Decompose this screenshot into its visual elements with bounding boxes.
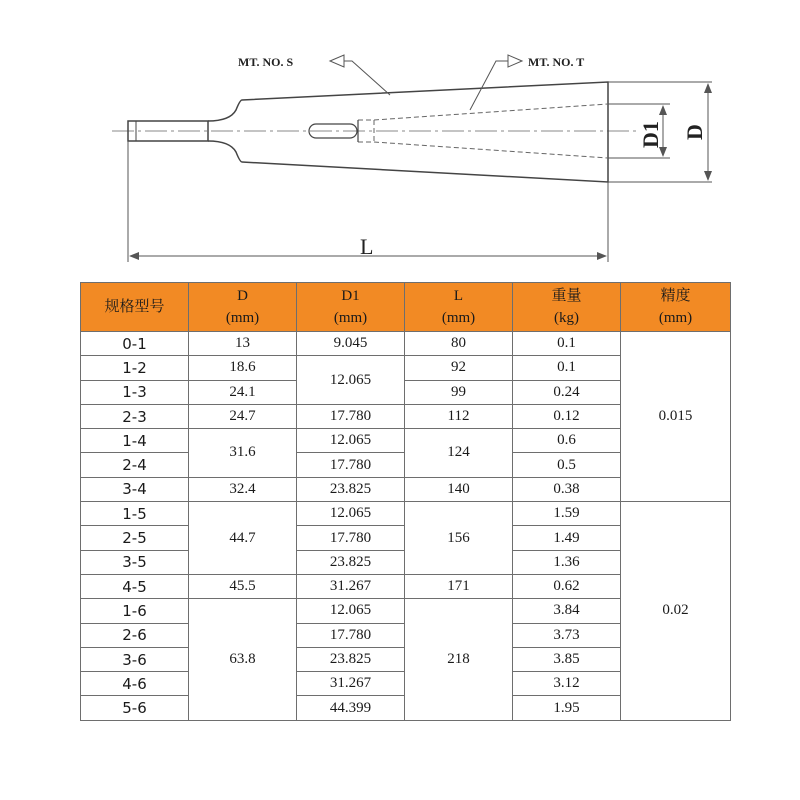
d-cell: 32.4 (189, 477, 297, 501)
weight-cell: 0.24 (513, 380, 621, 404)
model-cell: 5-6 (81, 696, 189, 720)
weight-cell: 1.49 (513, 526, 621, 550)
weight-cell: 1.36 (513, 550, 621, 574)
leader-s (330, 61, 390, 95)
l-cell: 156 (405, 502, 513, 575)
model-cell: 2-4 (81, 453, 189, 477)
d-cell: 18.6 (189, 356, 297, 380)
spec-table (80, 282, 731, 721)
model-cell: 0-1 (81, 332, 189, 356)
flag-s-icon (330, 55, 344, 67)
l-cell: 80 (405, 332, 513, 356)
table-row (81, 332, 731, 356)
model-cell: 1-5 (81, 502, 189, 526)
d1-cell: 12.065 (297, 599, 405, 623)
d1-cell: 31.267 (297, 672, 405, 696)
precision-cell: 0.02 (621, 502, 731, 721)
d1-cell: 23.825 (297, 477, 405, 501)
model-cell: 3-5 (81, 550, 189, 574)
d1-cell: 44.399 (297, 696, 405, 720)
d-cell: 31.6 (189, 429, 297, 478)
table-row (81, 502, 731, 526)
d-cell: 63.8 (189, 599, 297, 720)
d-cell: 24.1 (189, 380, 297, 404)
d-cell: 13 (189, 332, 297, 356)
label-mt-no-s: MT. NO. S (238, 55, 294, 69)
header-precision: 精度 (mm) (621, 283, 731, 332)
l-cell: 92 (405, 356, 513, 380)
taper-sleeve-drawing (0, 0, 800, 280)
weight-cell: 3.12 (513, 672, 621, 696)
header-weight: 重量 (kg) (513, 283, 621, 332)
model-cell: 3-4 (81, 477, 189, 501)
l-label: L (360, 234, 374, 259)
header-d: D (mm) (189, 283, 297, 332)
d1-cell: 17.780 (297, 526, 405, 550)
d1-cell: 23.825 (297, 550, 405, 574)
model-cell: 2-6 (81, 623, 189, 647)
weight-cell: 0.62 (513, 574, 621, 598)
flag-t-icon (508, 55, 522, 67)
model-cell: 1-4 (81, 429, 189, 453)
weight-cell: 3.84 (513, 599, 621, 623)
body-outline (208, 82, 608, 182)
d1-cell: 23.825 (297, 647, 405, 671)
model-cell: 4-5 (81, 574, 189, 598)
model-cell: 1-6 (81, 599, 189, 623)
weight-cell: 0.38 (513, 477, 621, 501)
model-cell: 2-5 (81, 526, 189, 550)
d-cell: 45.5 (189, 574, 297, 598)
model-cell: 1-3 (81, 380, 189, 404)
d1-cell: 17.780 (297, 453, 405, 477)
weight-cell: 0.6 (513, 429, 621, 453)
d1-cell: 12.065 (297, 356, 405, 405)
l-cell: 124 (405, 429, 513, 478)
d-cell: 44.7 (189, 502, 297, 575)
l-cell: 140 (405, 477, 513, 501)
label-mt-no-t: MT. NO. T (528, 55, 585, 69)
weight-cell: 1.95 (513, 696, 621, 720)
d1-cell: 12.065 (297, 429, 405, 453)
model-cell: 1-2 (81, 356, 189, 380)
header-l: L (mm) (405, 283, 513, 332)
d1-cell: 31.267 (297, 574, 405, 598)
leader-t (470, 61, 522, 110)
model-cell: 2-3 (81, 404, 189, 428)
weight-cell: 0.1 (513, 332, 621, 356)
weight-cell: 0.12 (513, 404, 621, 428)
l-cell: 99 (405, 380, 513, 404)
weight-cell: 1.59 (513, 502, 621, 526)
d1-label: D1 (638, 121, 663, 148)
d1-cell: 12.065 (297, 502, 405, 526)
model-cell: 4-6 (81, 672, 189, 696)
header-model: 规格型号 (81, 283, 189, 332)
d-label: D (682, 124, 707, 140)
d1-cell: 17.780 (297, 404, 405, 428)
precision-cell: 0.015 (621, 332, 731, 502)
weight-cell: 3.73 (513, 623, 621, 647)
d-cell: 24.7 (189, 404, 297, 428)
header-row (81, 283, 731, 332)
d1-cell: 9.045 (297, 332, 405, 356)
weight-cell: 0.5 (513, 453, 621, 477)
l-cell: 112 (405, 404, 513, 428)
l-cell: 218 (405, 599, 513, 720)
l-cell: 171 (405, 574, 513, 598)
weight-cell: 3.85 (513, 647, 621, 671)
header-d1: D1 (mm) (297, 283, 405, 332)
model-cell: 3-6 (81, 647, 189, 671)
d1-cell: 17.780 (297, 623, 405, 647)
weight-cell: 0.1 (513, 356, 621, 380)
